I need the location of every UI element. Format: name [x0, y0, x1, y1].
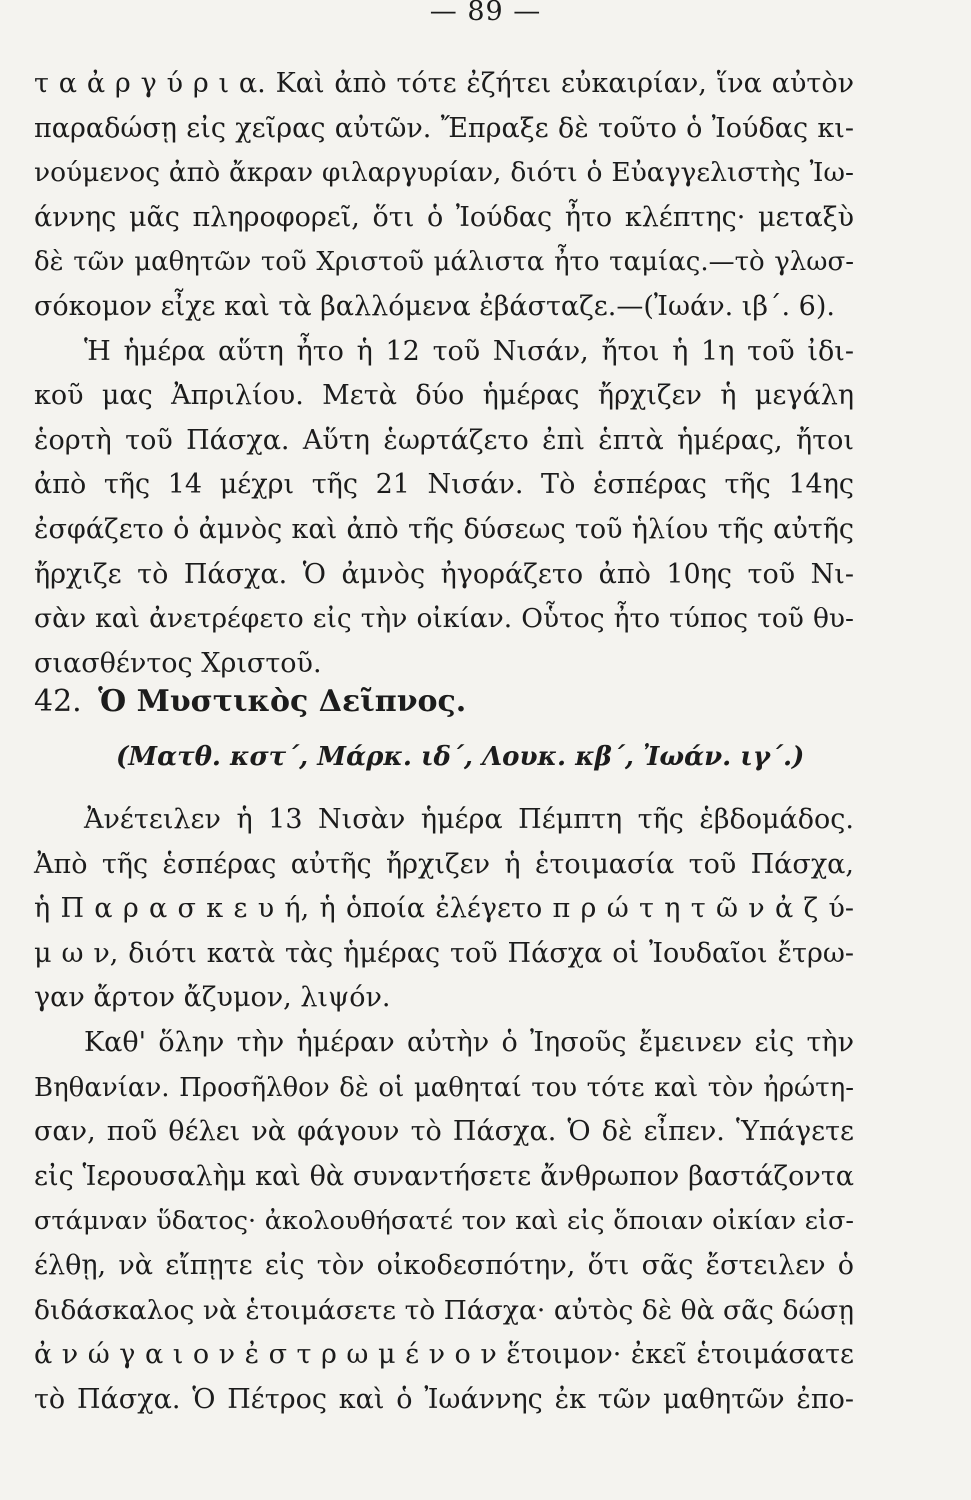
text-line: κοῦ μας Ἀπριλίου. Μετὰ δύο ἡμέρας ἤρχιζεν ἡ μεγάλη — [34, 380, 854, 412]
text-line: ἀπὸ τῆς 14 μέχρι τῆς 21 Νισάν. Τὸ ἑσπέρας τῆς 14ης — [34, 469, 854, 501]
text-line: Ἀνέτειλεν ἡ 13 Νισὰν ἡμέρα Πέμπτη τῆς ἑβδομάδος. — [84, 804, 854, 835]
section-number: 42. — [34, 684, 82, 719]
text-line: Ἀπὸ τῆς ἑσπέρας αὐτῆς ἤρχιζεν ἡ ἑτοιμασία τοῦ Πάσχα, — [34, 848, 854, 880]
text-line: ἡ Π α ρ α σ κ ε υ ή, ἡ ὁποία ἐλέγετο π ρ ώ τ η τ ῶ ν ἀ ζ ύ- — [34, 893, 854, 925]
section-title: Ὁ Μυστικὸς Δεῖπνος. — [98, 684, 467, 719]
text-line: ἐσφάζετο ὁ ἀμνὸς καὶ ἀπὸ τῆς δύσεως τοῦ ἡλίου τῆς αὐτῆς — [34, 513, 854, 545]
text-line: άννης μᾶς πληροφορεῖ, ὅτι ὁ Ἰούδας ἦτο κλέπτης· μεταξὺ — [34, 201, 854, 233]
text-line: δὲ τῶν μαθητῶν τοῦ Χριστοῦ μάλιστα ἦτο ταμίας.—τὸ γλωσ- — [34, 247, 854, 278]
text-line: νούμενος ἀπὸ ἄκραν φιλαργυρίαν, διότι ὁ Εὐαγγελιστὴς Ἰω- — [34, 157, 854, 189]
text-line: εἰς Ἱερουσαλὴμ καὶ θὰ συναντήσετε ἄνθρωπον βαστάζοντα — [34, 1160, 854, 1192]
scripture-references: (Ματθ. κστ΄, Μάρκ. ιδ΄, Λουκ. κβ΄, Ἰωάν. ιγ΄.) — [116, 742, 805, 772]
text-line: έλθῃ, νὰ εἴπῃτε εἰς τὸν οἰκοδεσπότην, ὅτι σᾶς ἔστειλεν ὁ — [34, 1249, 854, 1281]
text-line: στάμναν ὕδατος· ἀκολουθήσατέ τον καὶ εἰς ὅποιαν οἰκίαν εἰσ- — [34, 1206, 854, 1237]
text-line: μ ω ν, διότι κατὰ τὰς ἡμέρας τοῦ Πάσχα οἱ Ἰουδαῖοι ἔτρω- — [34, 937, 854, 969]
text-line: Καθ' ὅλην τὴν ἡμέραν αὐτὴν ὁ Ἰησοῦς ἔμεινεν εἰς τὴν — [84, 1026, 854, 1058]
text-line: σὰν καὶ ἀνετρέφετο εἰς τὴν οἰκίαν. Οὗτος ἦτο τύπος τοῦ θυ- — [34, 603, 854, 635]
text-line: διδάσκαλος νὰ ἑτοιμάσετε τὸ Πάσχα· αὐτὸς δὲ θὰ σᾶς δώσῃ — [34, 1294, 854, 1326]
section1-text — [34, 62, 854, 686]
section2-text — [34, 798, 854, 1422]
text-line: ἀ ν ώ γ α ι ο ν ἐ σ τ ρ ω μ έ ν ο ν ἕτοιμον· ἐκεῖ ἑτοιμάσατε — [34, 1339, 854, 1371]
text-line: γαν ἄρτον ἄζυμον, λιψόν. — [34, 982, 391, 1014]
text-line: Ἡ ἡμέρα αὕτη ἦτο ἡ 12 τοῦ Νισάν, ἤτοι ἡ 1η τοῦ ἰδι- — [84, 335, 854, 367]
text-line: τὸ Πάσχα. Ὁ Πέτρος καὶ ὁ Ἰωάννης ἐκ τῶν μαθητῶν ἐπο- — [34, 1383, 854, 1415]
page-number: — 89 — — [429, 0, 542, 27]
text-line: σαν, ποῦ θέλει νὰ φάγουν τὸ Πάσχα. Ὁ δὲ εἶπεν. Ὑπάγετε — [34, 1116, 854, 1148]
text-line: ἑορτὴ τοῦ Πάσχα. Αὕτη ἑωρτάζετο ἐπὶ ἑπτὰ ἡμέρας, ἤτοι — [34, 424, 854, 456]
text-line: σιασθέντος Χριστοῦ. — [34, 647, 322, 679]
text-line: ἤρχιζε τὸ Πάσχα. Ὁ ἀμνὸς ἠγοράζετο ἀπὸ 10ης τοῦ Νι- — [34, 558, 854, 590]
text-line: τ α ἀ ρ γ ύ ρ ι α. Καὶ ἀπὸ τότε ἐζήτει εὐκαιρίαν, ἵνα αὐτὸν — [34, 68, 854, 99]
text-line: σόκομον εἶχε καὶ τὰ βαλλόμενα ἐβάσταζε.—(Ἰωάν. ιβ΄. 6). — [34, 290, 835, 322]
text-line: παραδώσῃ εἰς χεῖρας αὐτῶν. Ἔπραξε δὲ τοῦτο ὁ Ἰούδας κι- — [34, 112, 854, 144]
section-heading — [34, 684, 466, 719]
text-line: Βηθανίαν. Προσῆλθον δὲ οἱ μαθηταί του τότε καὶ τὸν ἠρώτη- — [34, 1072, 854, 1103]
